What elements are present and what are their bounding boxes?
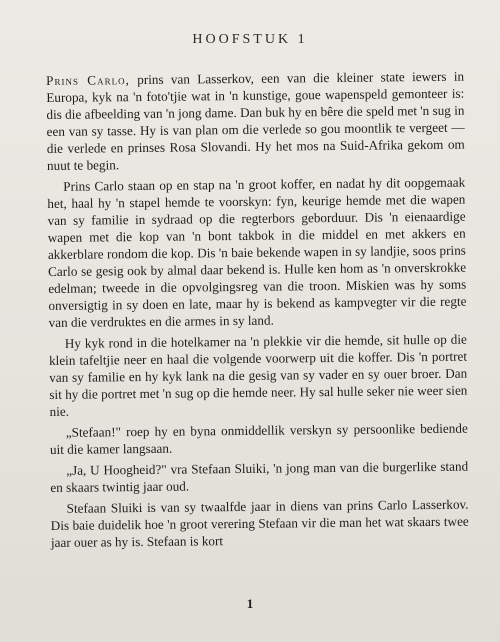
paragraph-3: Hy kyk rond in die hotelkamer na 'n plekkie vir die hemde, sit hulle op die klein tafeltjie neer en haal die volgende voorwerp uit die koffer. Dis 'n portret van sy familie en hy kyk lank na die gesig van sy vader en sy ouer broer. Dan sit hy die portret met 'n sug op die hemde neer. Hy sal hulle seker nie weer sien nie. — [48, 331, 468, 419]
paragraph-1 — [46, 68, 465, 174]
paragraph-6: Stefaan Sluiki is van sy twaalfde jaar in diens van prins Carlo Lasserkov. Dis baie duidelik hoe 'n groot verering Stefaan vir die man het wat skaars twee jaar ouer as hy is. Stefaan is kort — [50, 496, 469, 550]
body-text — [46, 68, 469, 555]
page-number: 1 — [246, 596, 254, 611]
chapter-heading: HOOFSTUK 1 — [192, 32, 308, 47]
paragraph-1-text: prins van Lasserkov, een van die kleiner state iewers in Europa, kyk na 'n foto'tjie wat in 'n kunstige, goue wapenspeld gemonteer is: dis die afbeelding van 'n jong dame. Dan buk hy en bêre die speld met 'n sug in een van sy tasse. Hy is van plan om die verlede so gou moontlik te vergeet — die verlede en prinses Rosa Slovandi. Hy het mos na Suid-Afrika gekom om nuut te begin. — [46, 68, 465, 173]
paragraph-5: „Ja, U Hoogheid?" vra Stefaan Sluiki, 'n jong man van die burgerlike stand en skaars twintig jaar oud. — [50, 458, 469, 495]
paragraph-2: Prins Carlo staan op en stap na 'n groot koffer, en nadat hy dit oopgemaak het, haal hy 'n stapel hemde te voorskyn: fyn, keurige hemde met die wapen van sy familie in sydraad op die regterbors geborduur. Dis 'n eienaardige wapen met die kop van 'n bont takbok in die middel en met akkers en akkerblare rondom die kop. Dis 'n baie bekende wapen in sy landjie, soos prins Carlo se gesig ook by almal daar bekend is. Hulle ken hom as 'n onverskrokke edelman; tweede in die opvolgingsreg van die troon. Miskien was hy soms onversigtig in sy doen en late, maar hy is bekend as kampvegter vir die regte van die verdruktes en die armes in sy land. — [47, 174, 467, 330]
lead-words: Prins Carlo, — [46, 72, 130, 88]
paragraph-4: „Stefaan!" roep hy en byna onmiddellik verskyn sy persoonlike bediende uit die kamer langsaan. — [49, 420, 468, 457]
